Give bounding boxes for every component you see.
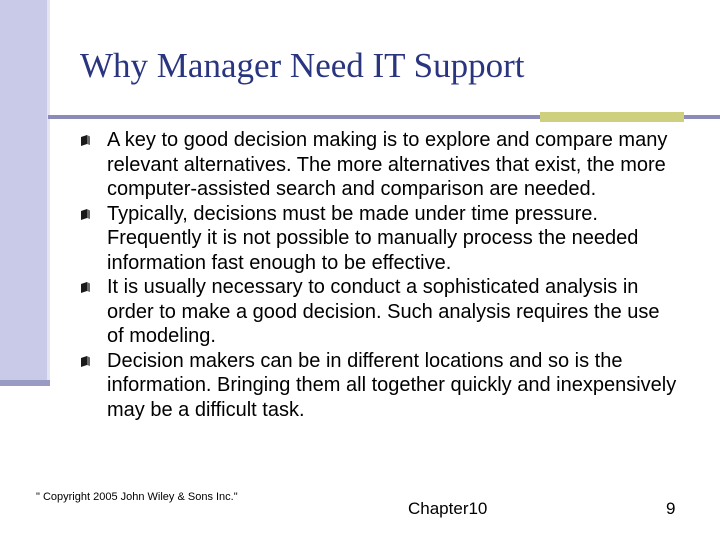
bullet-square-icon (81, 356, 90, 367)
left-bar-shadow (47, 0, 50, 384)
bullet-text: It is usually necessary to conduct a sophisticated analysis in order to make a good decision. Such analysis requires the use of modeling. (107, 276, 660, 347)
bullet-item (78, 202, 678, 276)
left-decorative-bar (0, 0, 47, 384)
footer-copyright: " Copyright 2005 John Wiley & Sons Inc." (36, 491, 238, 503)
bullet-item (78, 128, 678, 202)
bullet-text: Typically, decisions must be made under time pressure. Frequently it is not possible to manually process the needed information fast enough to be effective. (107, 202, 639, 274)
footer-chapter: Chapter10 (408, 499, 488, 518)
bullet-square-icon (81, 282, 90, 293)
slide-title: Why Manager Need IT Support (80, 46, 525, 85)
bullet-text: A key to good decision making is to explore and compare many relevant alternatives. The more alternatives that exist, the more computer-assisted search and comparison are needed. (107, 129, 668, 200)
bullet-item (78, 349, 678, 423)
left-bar-underline (0, 380, 50, 386)
bullet-square-icon (81, 135, 90, 146)
bullet-text: Decision makers can be in different locations and so is the information. Bringing them all together quickly and inexpensively may be a difficult task. (107, 349, 677, 421)
bullet-list (78, 128, 678, 422)
bullet-item (78, 275, 678, 349)
footer-page-number: 9 (666, 499, 676, 518)
bullet-square-icon (81, 209, 90, 220)
title-divider-accent (540, 112, 684, 122)
